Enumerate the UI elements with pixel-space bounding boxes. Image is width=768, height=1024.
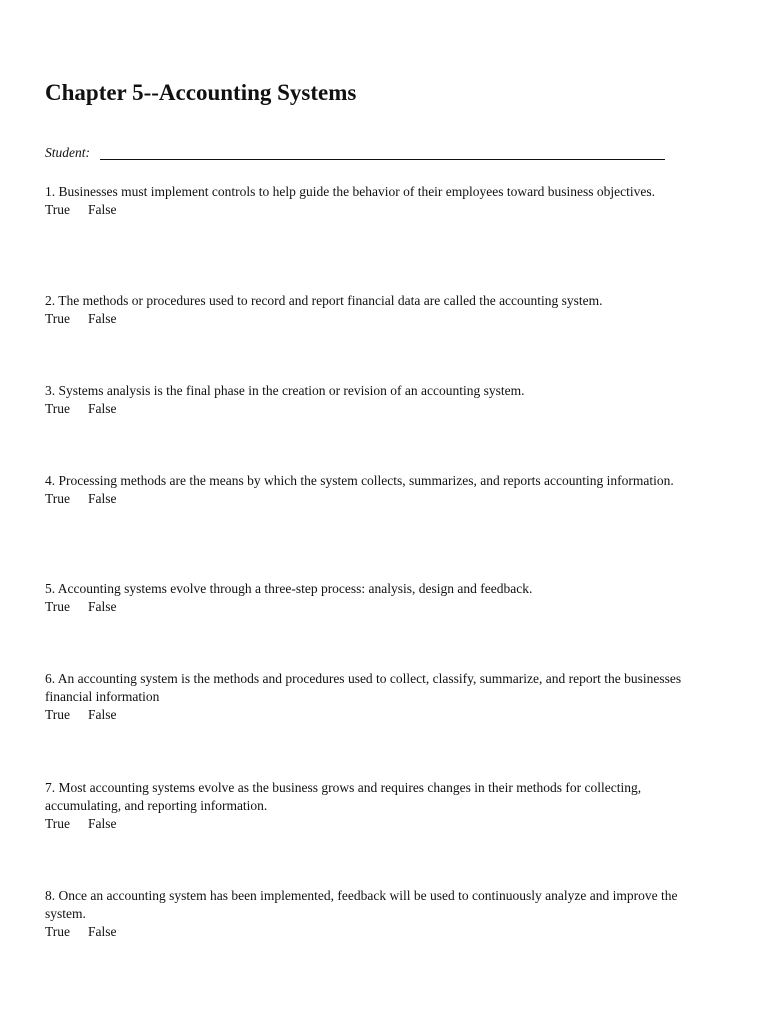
question-4-answers [45, 490, 720, 508]
question-1 [45, 183, 720, 219]
question-8-answers [45, 923, 720, 941]
question-2-false-option[interactable]: False [88, 311, 117, 326]
question-1-true-option[interactable]: True [45, 202, 71, 217]
question-6-text: 6. An accounting system is the methods and procedures used to collect, classify, summarize, and report the businesses financial information [45, 671, 682, 704]
question-2-text: 2. The methods or procedures used to record and report financial data are called the accounting system. [45, 293, 603, 308]
question-1-answers [45, 201, 720, 219]
question-7-text: 7. Most accounting systems evolve as the business grows and requires changes in their methods for collecting, accumulating, and reporting information. [45, 780, 642, 813]
question-2 [45, 292, 720, 328]
question-7-answers [45, 815, 720, 833]
question-8-text: 8. Once an accounting system has been implemented, feedback will be used to continuously analyze and improve the system. [45, 888, 678, 921]
question-2-true-option[interactable]: True [45, 311, 71, 326]
question-5-false-option[interactable]: False [88, 599, 117, 614]
question-6-true-option[interactable]: True [45, 707, 71, 722]
question-8-true-option[interactable]: True [45, 924, 71, 939]
question-5-true-option[interactable]: True [45, 599, 71, 614]
question-5 [45, 580, 720, 616]
question-7-true-option[interactable]: True [45, 816, 71, 831]
question-6-answers [45, 706, 720, 724]
question-4 [45, 472, 720, 508]
question-4-true-option[interactable]: True [45, 491, 71, 506]
question-1-text: 1. Businesses must implement controls to help guide the behavior of their employees toward business objectives. [45, 184, 656, 199]
student-name-line [100, 159, 665, 160]
question-3-text: 3. Systems analysis is the final phase in the creation or revision of an accounting system. [45, 383, 525, 398]
question-2-answers [45, 310, 720, 328]
question-7-false-option[interactable]: False [88, 816, 117, 831]
question-8 [45, 887, 720, 941]
student-name-row [45, 145, 665, 165]
question-6-false-option[interactable]: False [88, 707, 117, 722]
question-3-true-option[interactable]: True [45, 401, 71, 416]
student-label: Student: [45, 145, 90, 160]
question-4-false-option[interactable]: False [88, 491, 117, 506]
question-3-false-option[interactable]: False [88, 401, 117, 416]
question-4-text: 4. Processing methods are the means by which the system collects, summarizes, and reports accounting information. [45, 473, 674, 488]
question-3 [45, 382, 720, 418]
question-6 [45, 670, 720, 724]
page-title: Chapter 5--Accounting Systems [45, 80, 357, 105]
question-3-answers [45, 400, 720, 418]
question-5-text: 5. Accounting systems evolve through a three-step process: analysis, design and feedback. [45, 581, 533, 596]
question-8-false-option[interactable]: False [88, 924, 117, 939]
question-1-false-option[interactable]: False [88, 202, 117, 217]
question-5-answers [45, 598, 720, 616]
question-7 [45, 779, 720, 833]
